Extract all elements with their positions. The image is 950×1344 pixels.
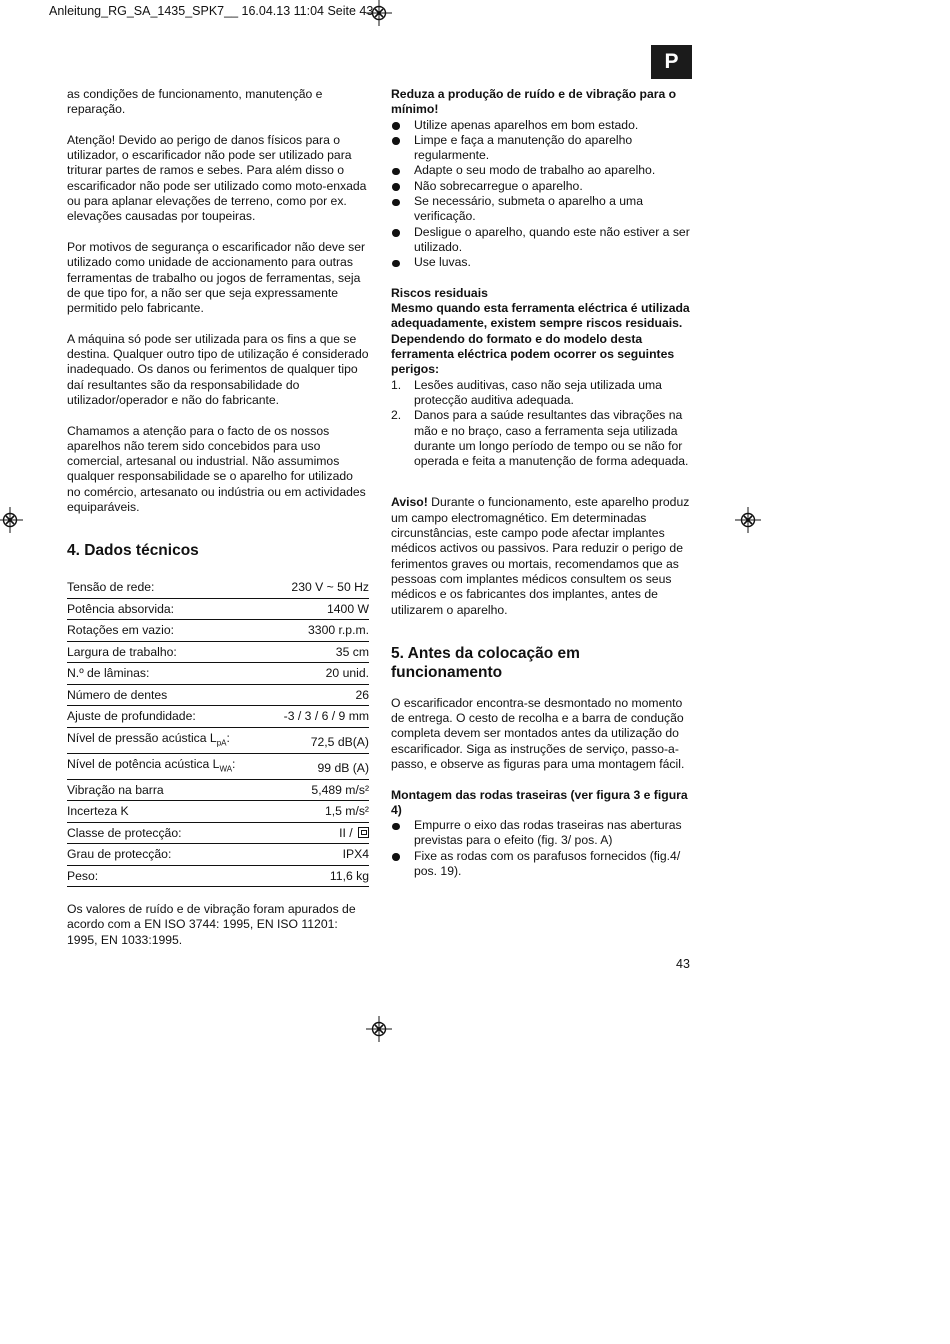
- table-row: [67, 620, 369, 642]
- page-number: 43: [676, 957, 690, 971]
- spec-label: Potência absorvida:: [67, 598, 267, 620]
- table-row: [67, 641, 369, 663]
- residual-risks-heading: Riscos residuais: [391, 285, 488, 300]
- table-row: [67, 801, 369, 823]
- section-5-heading: 5. Antes da colocação em funcionamento: [391, 644, 580, 681]
- spec-value: -3 / 3 / 6 / 9 mm: [267, 706, 369, 728]
- paragraph: O escarificador encontra-se desmontado no momento de entrega. O cesto de recolha e a barra de condução completa devem ser montados antes da utilização do escarificador. Siga as instruções de serviço, passo-a-passo, e observe as figuras para uma montagem fácil.: [391, 695, 685, 771]
- table-row: [67, 663, 369, 685]
- spec-value: 35 cm: [267, 641, 369, 663]
- table-row: [67, 706, 369, 728]
- language-badge: P: [651, 45, 692, 79]
- list-item: Fixe as rodas com os parafusos fornecidos (fig.4/ pos. 19).: [391, 849, 692, 880]
- spec-label: Nível de potência acústica $L_{WA}$:: [67, 753, 267, 779]
- spec-value: IPX4: [267, 844, 369, 866]
- spec-label: Grau de protecção:: [67, 844, 267, 866]
- spec-value: 99 dB (A): [267, 753, 369, 779]
- spec-value: 5,489 m/s²: [267, 779, 369, 801]
- paragraph: Por motivos de segurança o escarificador não deve ser utilizado como unidade de accionamento para outras ferramentas de trabalho ou jogos de ferramentas, seja de que tipo for, a não ser que seja expressamente permitido pelo fabricante.: [67, 239, 366, 316]
- table-row: [67, 577, 369, 598]
- registration-mark-bottom-icon: [366, 1016, 392, 1042]
- spec-label: Número de dentes: [67, 684, 267, 706]
- residual-risks-intro: Mesmo quando esta ferramenta eléctrica é utilizada adequadamente, existem sempre riscos residuais. Dependendo do formato e do modelo desta ferramenta eléctrica podem ocorrer os seguintes perigos:: [391, 301, 690, 377]
- spec-value: 11,6 kg: [267, 865, 369, 887]
- table-row: [67, 844, 369, 866]
- left-column: [67, 87, 369, 963]
- spec-value: 1,5 m/s²: [267, 801, 369, 823]
- spec-label: Ajuste de profundidade:: [67, 706, 267, 728]
- list-item: Use luvas.: [391, 255, 692, 270]
- spec-value: 1400 W: [267, 598, 369, 620]
- mount-list: [391, 818, 692, 879]
- paragraph: as condições de funcionamento, manutenção e reparação.: [67, 87, 323, 117]
- registration-mark-left-icon: [0, 507, 23, 533]
- spec-table: [67, 577, 369, 887]
- list-item: Utilize apenas aparelhos em bom estado.: [391, 118, 692, 133]
- spec-label: Classe de protecção:: [67, 822, 267, 844]
- spec-label: Rotações em vazio:: [67, 620, 267, 642]
- table-row: [67, 779, 369, 801]
- mount-heading: Montagem das rodas traseiras (ver figura 3 e figura 4): [391, 787, 688, 817]
- file-header: Anleitung_RG_SA_1435_SPK7__ 16.04.13 11:04 Seite 43: [49, 4, 374, 18]
- spec-label: N.º de lâminas:: [67, 663, 267, 685]
- list-item: Empurre o eixo das rodas traseiras nas aberturas previstas para o efeito (fig. 3/ pos. A): [391, 818, 692, 849]
- right-column: [391, 87, 692, 895]
- table-row: [67, 684, 369, 706]
- list-item: Adapte o seu modo de trabalho ao aparelho.: [391, 163, 692, 178]
- list-item: Limpe e faça a manutenção do aparelho regularmente.: [391, 133, 692, 164]
- paragraph: Os valores de ruído e de vibração foram apurados de acordo com a EN ISO 3744: 1995, EN ISO 11201: 1995, EN 1033:1995.: [67, 902, 356, 947]
- list-item: Se necessário, submeta o aparelho a uma verificação.: [391, 194, 692, 225]
- protection-class-ii-icon: [358, 827, 369, 838]
- warning-paragraph: Aviso! Durante o funcionamento, este aparelho produz um campo electromagnético. Em determinadas circunstâncias, este campo pode afectar implantes médicos activos ou passivos. Para reduzir o perigo de ferimentos graves ou mortais, recomendamos que as pessoas com implantes médicos consultem os seus médicos e os fabricantes dos implantes, antes de utilizarem o aparelho.: [391, 495, 690, 617]
- spec-label: Nível de pressão acústica $L_{pA}$:: [67, 727, 267, 753]
- spec-label: Peso:: [67, 865, 267, 887]
- spec-value: 20 unid.: [267, 663, 369, 685]
- table-row: [67, 822, 369, 844]
- risks-list: [391, 378, 692, 470]
- spec-value: 72,5 dB(A): [267, 727, 369, 753]
- spec-label: Incerteza K: [67, 801, 267, 823]
- paragraph: Chamamos a atenção para o facto de os nossos aparelhos não terem sido concebidos para uso comercial, artesanal ou industrial. Não assumimos qualquer responsabilidade se o aparelho for utilizado no comércio, artesanato ou indústria ou em actividades equiparáveis.: [67, 423, 366, 515]
- list-item: 2. Danos para a saúde resultantes das vibrações na mão e no braço, caso a ferramenta seja utilizada durante um longo período de tempo ou se não for operada e feita a manutenção de forma adequada.: [391, 408, 689, 469]
- registration-mark-right-icon: [735, 507, 761, 533]
- list-item: 1. Lesões auditivas, caso não seja utilizada uma protecção auditiva adequada.: [391, 377, 662, 407]
- spec-value: II /: [267, 822, 369, 844]
- spec-value: 26: [267, 684, 369, 706]
- spec-label: Tensão de rede:: [67, 577, 267, 598]
- table-row: [67, 753, 369, 779]
- list-item: Desligue o aparelho, quando este não estiver a ser utilizado.: [391, 225, 692, 256]
- table-row: [67, 865, 369, 887]
- table-row: [67, 598, 369, 620]
- list-item: Não sobrecarregue o aparelho.: [391, 179, 692, 194]
- table-row: [67, 727, 369, 753]
- registration-mark-top-icon: [366, 0, 392, 26]
- spec-label: Largura de trabalho:: [67, 641, 267, 663]
- paragraph: A máquina só pode ser utilizada para os fins a que se destina. Qualquer outro tipo de utilização é considerado inadequado. Os danos ou ferimentos de qualquer tipo daí resultantes são da responsabilidade do utilizador/operador e não do fabricante.: [67, 331, 369, 407]
- paragraph: Atenção! Devido ao perigo de danos físicos para o utilizador, o escarificador não pode ser utilizado para triturar partes de ramos e sebes. Para além disso o escarificador não pode ser utilizado como moto-enxada ou para aplanar elevações de terreno, como por ex. elevações causadas por toupeiras.: [67, 132, 367, 224]
- spec-value: 230 V ~ 50 Hz: [267, 577, 369, 598]
- spec-value: 3300 r.p.m.: [267, 620, 369, 642]
- noise-list: [391, 118, 692, 271]
- section-4-heading: 4. Dados técnicos: [67, 542, 199, 560]
- spec-label: Vibração na barra: [67, 779, 267, 801]
- noise-heading: Reduza a produção de ruído e de vibração para o mínimo!: [391, 87, 677, 117]
